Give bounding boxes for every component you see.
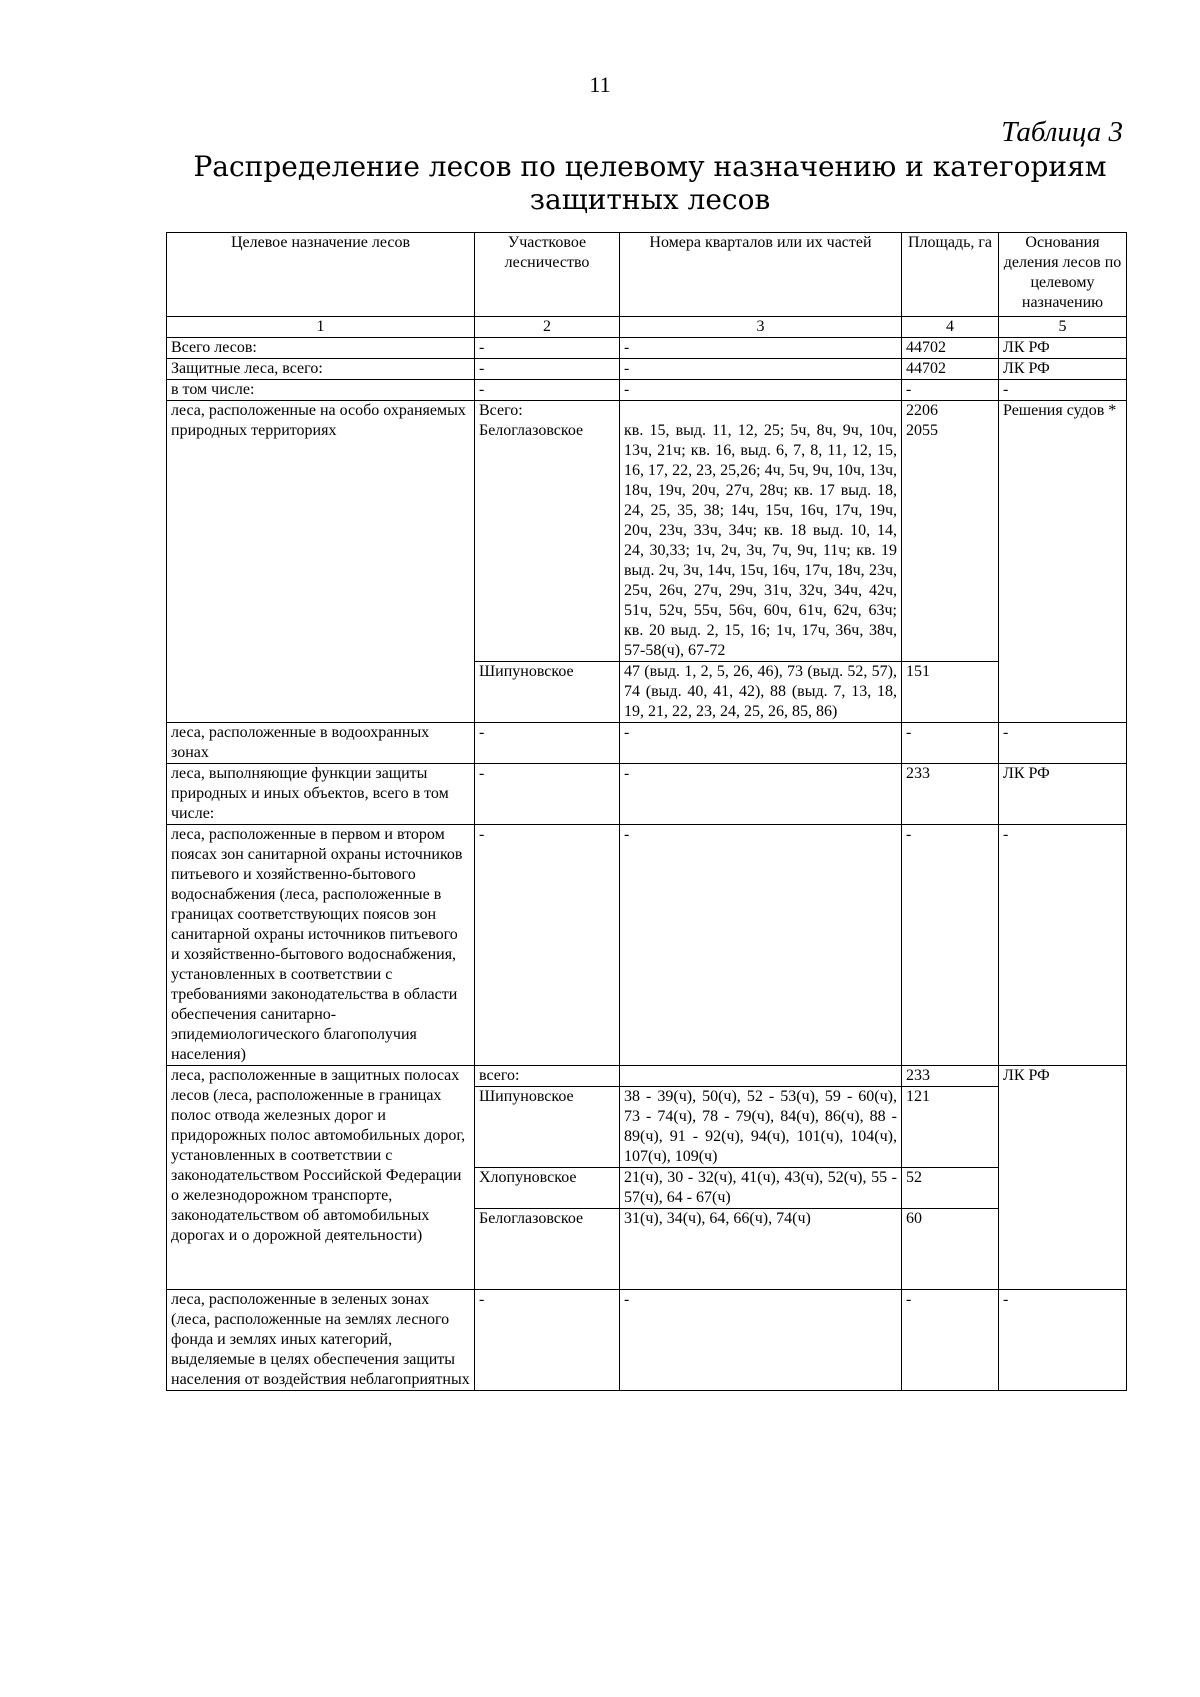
column-number-row [167,317,1127,338]
row-basis: ЛК РФ [999,1066,1127,1290]
row-district: - [475,1290,620,1391]
title-line-2: защитных лесов [529,183,771,216]
column-number: 5 [999,317,1127,338]
row-area: 52 [902,1168,999,1209]
row-quarters: - [620,764,902,825]
row-district: Хлопуновское [475,1168,620,1209]
row-name: леса, расположенные на особо охраняемых природных территориях [167,401,475,723]
row-name: леса, расположенные в зеленых зонах (леса, расположенные на землях лесного фонда и землях иных категорий, выделяемые в целях обеспечения защиты населения от воздействия неблагоприятных [167,1290,475,1391]
row-district: Белоглазовское [475,1209,620,1290]
row-area: 2206 [902,401,999,422]
row-area: - [902,1290,999,1391]
row-basis: ЛК РФ [999,359,1127,380]
row-basis: - [999,1290,1127,1391]
row-district: Белоглазовское [475,421,620,662]
table-row [167,1290,1127,1391]
header-basis: Основания деления лесов по целевому назначению [999,233,1127,317]
header-quarters: Номера кварталов или их частей [620,233,902,317]
row-basis: Решения судов * [999,401,1127,723]
row-name: в том числе: [167,380,475,401]
row-basis: ЛК РФ [999,338,1127,359]
row-district: Шипуновское [475,662,620,723]
column-number: 2 [475,317,620,338]
row-area: 60 [902,1209,999,1290]
row-quarters: - [620,338,902,359]
row-area: 44702 [902,338,999,359]
row-basis: - [999,825,1127,1066]
title-line-1: Распределение лесов по целевому назначению и категориям [193,150,1107,183]
row-district: - [475,359,620,380]
table-row [167,764,1127,825]
row-name: леса, расположенные в первом и втором поясах зон санитарной охраны источников питьевого и хозяйственно-бытового водоснабжения (леса, расположенные в границах соответствующих поясов зон санитарной охраны источников питьевого и хозяйственно-бытового водоснабжения, установленных в соответствии с требованиями законодательства в области обеспечения санитарно-эпидемиологического благополучия населения) [167,825,475,1066]
document-title [150,150,1150,216]
row-quarters: - [620,825,902,1066]
row-quarters: 21(ч), 30 - 32(ч), 41(ч), 43(ч), 52(ч), 55 - 57(ч), 64 - 67(ч) [620,1168,902,1209]
row-area: 2055 [902,421,999,662]
column-number: 1 [167,317,475,338]
header-district: Участковое лесничество [475,233,620,317]
row-basis: - [999,380,1127,401]
column-number: 4 [902,317,999,338]
row-basis: - [999,723,1127,764]
row-district: Шипуновское [475,1087,620,1168]
table-row [167,723,1127,764]
table-row [167,825,1127,1066]
column-number: 3 [620,317,902,338]
row-quarters: кв. 15, выд. 11, 12, 25; 5ч, 8ч, 9ч, 10ч, 13ч, 21ч; кв. 16, выд. 6, 7, 8, 11, 12, 15, 16, 17, 22, 23, 25,26; 4ч, 5ч, 9ч, 10ч, 13ч, 18ч, 19ч, 20ч, 27ч, 28ч; кв. 17 выд. 18, 24, 25, 35, 38; 14ч, 15ч, 16ч, 17ч, 19ч, 20ч, 23ч, 33ч, 34ч; кв. 18 выд. 10, 14, 24, 30,33; 1ч, 2ч, 3ч, 7ч, 9ч, 11ч; кв. 19 выд. 2ч, 3ч, 14ч, 15ч, 16ч, 17ч, 18ч, 23ч, 25ч, 26ч, 27ч, 29ч, 31ч, 32ч, 34ч, 42ч, 51ч, 52ч, 55ч, 56ч, 60ч, 61ч, 62ч, 63ч; кв. 20 выд. 2, 15, 16; 1ч, 17ч, 36ч, 38ч, 57-58(ч), 67-72 [620,421,902,662]
table-row [167,1066,1127,1087]
row-basis: ЛК РФ [999,764,1127,825]
header-area: Площадь, га [902,233,999,317]
table-row [167,401,1127,422]
row-district: - [475,380,620,401]
header-row [167,233,1127,317]
table-row [167,338,1127,359]
page-number: 11 [589,72,611,97]
forest-distribution-table [166,232,1127,1391]
row-name: леса, выполняющие функции защиты природных и иных объектов, всего в том числе: [167,764,475,825]
row-quarters: - [620,1290,902,1391]
row-area: 151 [902,662,999,723]
row-area: - [902,723,999,764]
row-area: - [902,380,999,401]
row-name: Защитные леса, всего: [167,359,475,380]
row-quarters: 47 (выд. 1, 2, 5, 26, 46), 73 (выд. 52, 57), 74 (выд. 40, 41, 42), 88 (выд. 7, 13, 18, 19, 21, 22, 23, 24, 25, 26, 85, 86) [620,662,902,723]
row-district: - [475,338,620,359]
row-name: Всего лесов: [167,338,475,359]
row-quarters: 31(ч), 34(ч), 64, 66(ч), 74(ч) [620,1209,902,1290]
row-district: - [475,764,620,825]
row-area: 233 [902,764,999,825]
row-name: леса, расположенные в защитных полосах лесов (леса, расположенные в границах полос отвода железных дорог и придорожных полос автомобильных дорог, установленных в соответствии с законодательством Российской Федерации о железнодорожном транспорте, законодательством об автомобильных дорогах и о дорожной деятельности) [167,1066,475,1290]
row-quarters: 38 - 39(ч), 50(ч), 52 - 53(ч), 59 - 60(ч), 73 - 74(ч), 78 - 79(ч), 84(ч), 86(ч), 88 - 89(ч), 91 - 92(ч), 94(ч), 101(ч), 104(ч), 107(ч), 109(ч) [620,1087,902,1168]
row-quarters [620,1066,902,1087]
row-quarters: - [620,380,902,401]
row-area: 121 [902,1087,999,1168]
row-area: 44702 [902,359,999,380]
row-quarters: - [620,723,902,764]
row-quarters [620,401,902,422]
row-area: 233 [902,1066,999,1087]
row-district: - [475,723,620,764]
row-area: - [902,825,999,1066]
header-purpose: Целевое назначение лесов [167,233,475,317]
row-name: леса, расположенные в водоохранных зонах [167,723,475,764]
row-district: Всего: [475,401,620,422]
table-label: Таблица 3 [1001,116,1123,148]
table-row [167,359,1127,380]
row-district: всего: [475,1066,620,1087]
row-quarters: - [620,359,902,380]
table-row [167,380,1127,401]
row-district: - [475,825,620,1066]
